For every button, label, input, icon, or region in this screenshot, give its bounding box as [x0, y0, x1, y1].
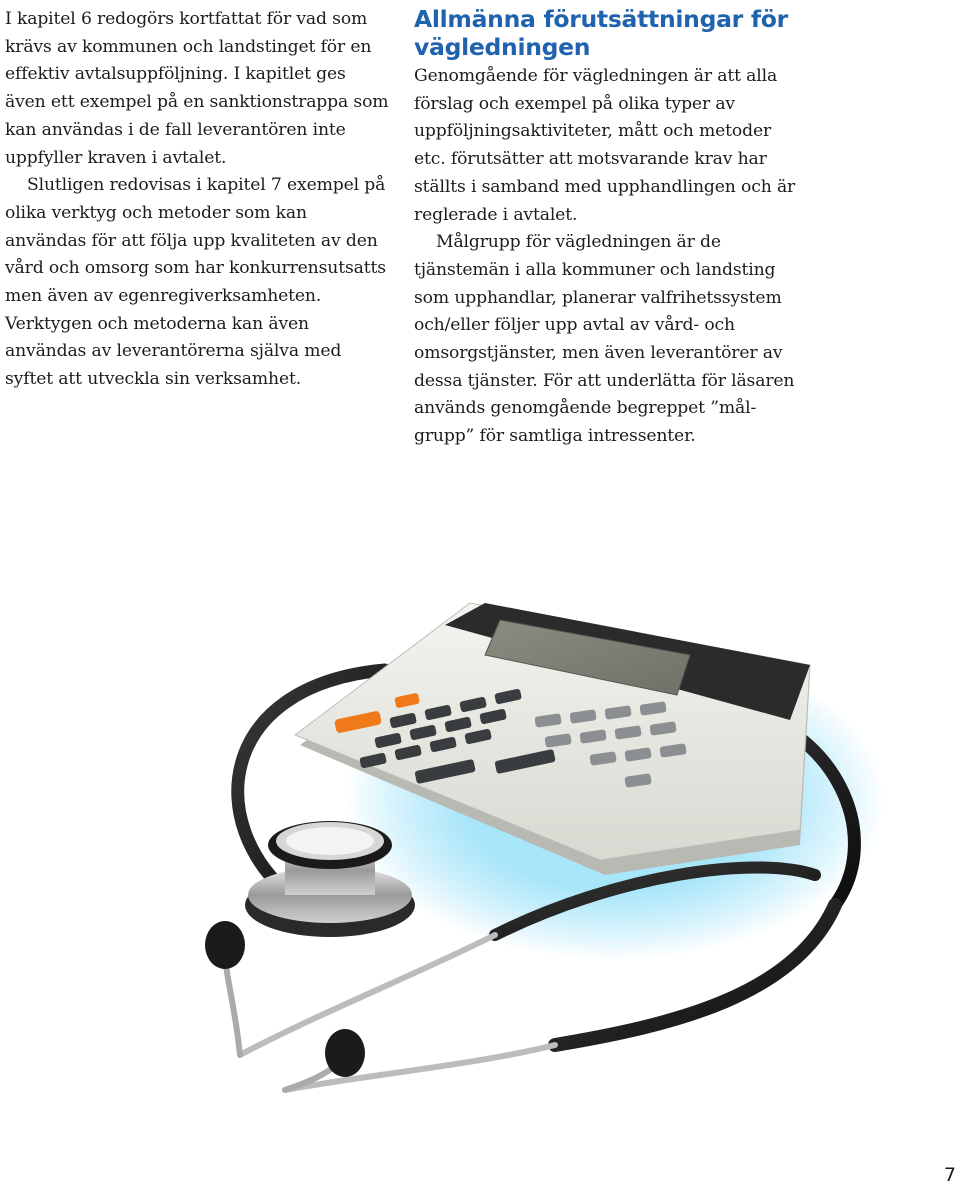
stethoscope-binaural-tube	[240, 935, 495, 1055]
stethoscope-ear-tip	[325, 1029, 365, 1077]
left-column	[5, 6, 390, 394]
stethoscope-chest-piece	[245, 821, 415, 937]
body-paragraph: Målgrupp för vägledningen är de tjänstemän i alla kommuner och landsting som upphandlar, planerar valfrihetssystem och/eller följer upp avtal av vård- och omsorgstjänster, men även leverantörer av dessa tjänster. För att underlätta för läsaren används genomgående begreppet ”målgrupp” för samtliga intressenter.	[414, 232, 795, 447]
section-heading: Allmänna förutsättningar för vägledningen	[414, 5, 788, 61]
body-paragraph: Genomgående för vägledningen är att alla förslag och exempel på olika typer av uppföljningsaktiviteter, mått och metoder etc. förutsätter att motsvarande krav har ställts i samband med upphandlingen och är reglerade i avtalet.	[414, 66, 796, 225]
page-number: 7	[943, 1164, 956, 1186]
body-paragraph: Slutligen redovisas i kapitel 7 exempel på olika verktyg och metoder som kan användas för att följa upp kvaliteten av den vård och omsorg som har konkurrensutsatts men även av egenregiverksamheten. Verktygen och metoderna kan även användas av leverantörerna själva med syftet att utveckla sin verksamhet.	[5, 175, 386, 390]
calculator-stethoscope-photo	[195, 575, 895, 1155]
stethoscope-ear-tip	[205, 921, 245, 969]
right-column	[414, 6, 804, 451]
body-paragraph: I kapitel 6 redogörs kortfattat för vad som krävs av kommunen och landstinget för en effektiv avtalsuppföljning. I kapitlet ges även ett exempel på en sanktionstrappa som kan användas i de fall leverantören inte uppfyller kraven i avtalet.	[5, 9, 389, 168]
